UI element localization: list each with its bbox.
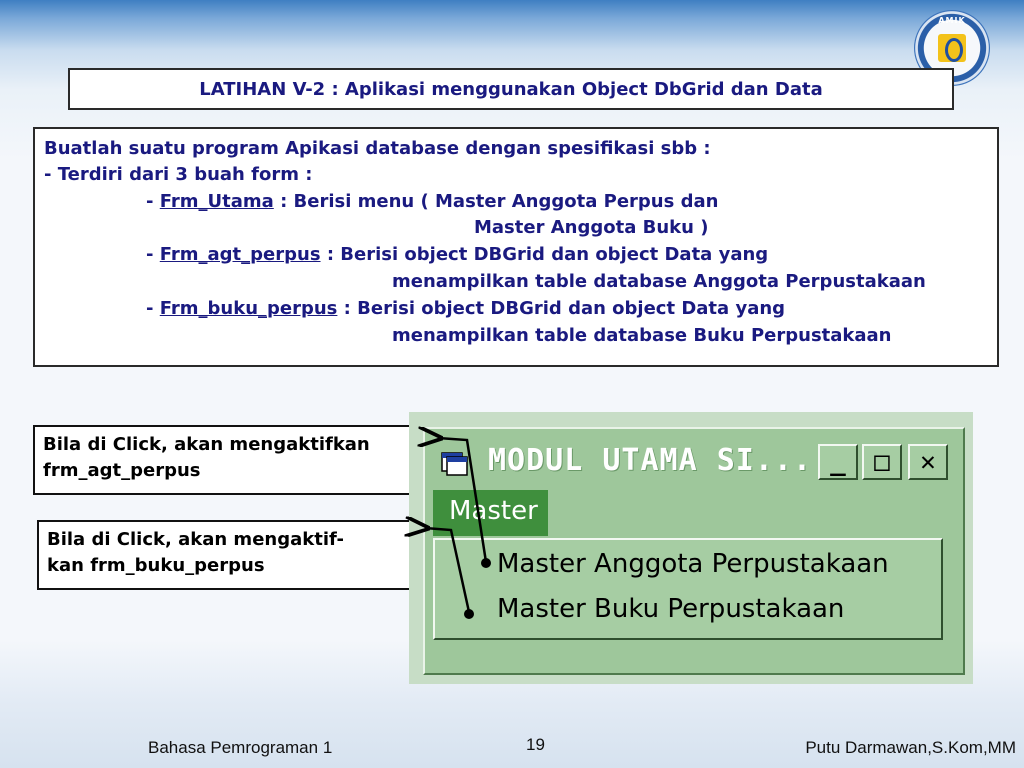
- spec-item-frm-agt-perpus: [146, 242, 768, 268]
- note-line: frm_agt_perpus: [43, 460, 201, 481]
- close-button[interactable]: [908, 444, 948, 480]
- slide-title: LATIHAN V-2 : Aplikasi menggunakan Object DbGrid dan Data: [199, 79, 823, 100]
- spec-item-frm-buku-perpus: [146, 296, 785, 322]
- spec-desc: : Berisi menu ( Master Anggota Perpus dan: [273, 191, 719, 212]
- spec-desc-continued: Master Anggota Buku ): [474, 217, 709, 238]
- note-frm-agt-perpus: [33, 425, 428, 495]
- footer-course: Bahasa Pemrograman 1: [148, 738, 333, 757]
- title-box: [68, 68, 954, 110]
- spec-form-count: - Terdiri dari 3 buah form :: [44, 164, 313, 185]
- footer-author: Putu Darmawan,S.Kom,MM: [805, 738, 1016, 757]
- spec-desc: : Berisi object DBGrid dan object Data yang: [320, 244, 769, 265]
- note-line: kan frm_buku_perpus: [47, 555, 265, 576]
- window-title: MODUL UTAMA SI...: [488, 443, 813, 478]
- spec-dash: -: [146, 191, 160, 212]
- minimize-button[interactable]: [818, 444, 858, 480]
- maximize-icon: □: [874, 447, 890, 477]
- logo-emblem-icon: [938, 34, 966, 62]
- form-name-frm-agt-perpus: Frm_agt_perpus: [159, 244, 321, 265]
- minimize-icon: _: [830, 447, 846, 477]
- spec-intro: Buatlah suatu program Apikasi database dengan spesifikasi sbb :: [44, 138, 711, 159]
- spec-desc-continued: menampilkan table database Buku Perpustakaan: [392, 325, 892, 346]
- note-frm-buku-perpus: [37, 520, 419, 590]
- spec-dash: -: [146, 244, 160, 265]
- spec-item-frm-utama: [146, 189, 718, 215]
- menu-master-label[interactable]: Master: [449, 496, 538, 526]
- close-icon: ✕: [920, 447, 936, 477]
- note-line: Bila di Click, akan mengaktif-: [47, 529, 344, 550]
- window-app-icon[interactable]: [441, 450, 469, 476]
- spec-desc-continued: menampilkan table database Anggota Perpustakaan: [392, 271, 926, 292]
- menu-item-master-anggota-perpustakaan[interactable]: Master Anggota Perpustakaan: [497, 549, 889, 579]
- logo-text: AMIK: [938, 16, 966, 25]
- form-name-frm-buku-perpus: Frm_buku_perpus: [159, 298, 338, 319]
- spec-dash: -: [146, 298, 160, 319]
- footer-page-number: 19: [526, 735, 545, 754]
- note-line: Bila di Click, akan mengaktifkan: [43, 434, 370, 455]
- menu-item-master-buku-perpustakaan[interactable]: Master Buku Perpustakaan: [497, 594, 845, 624]
- form-name-frm-utama: Frm_Utama: [159, 191, 274, 212]
- maximize-button[interactable]: [862, 444, 902, 480]
- spec-desc: : Berisi object DBGrid dan object Data yang: [337, 298, 786, 319]
